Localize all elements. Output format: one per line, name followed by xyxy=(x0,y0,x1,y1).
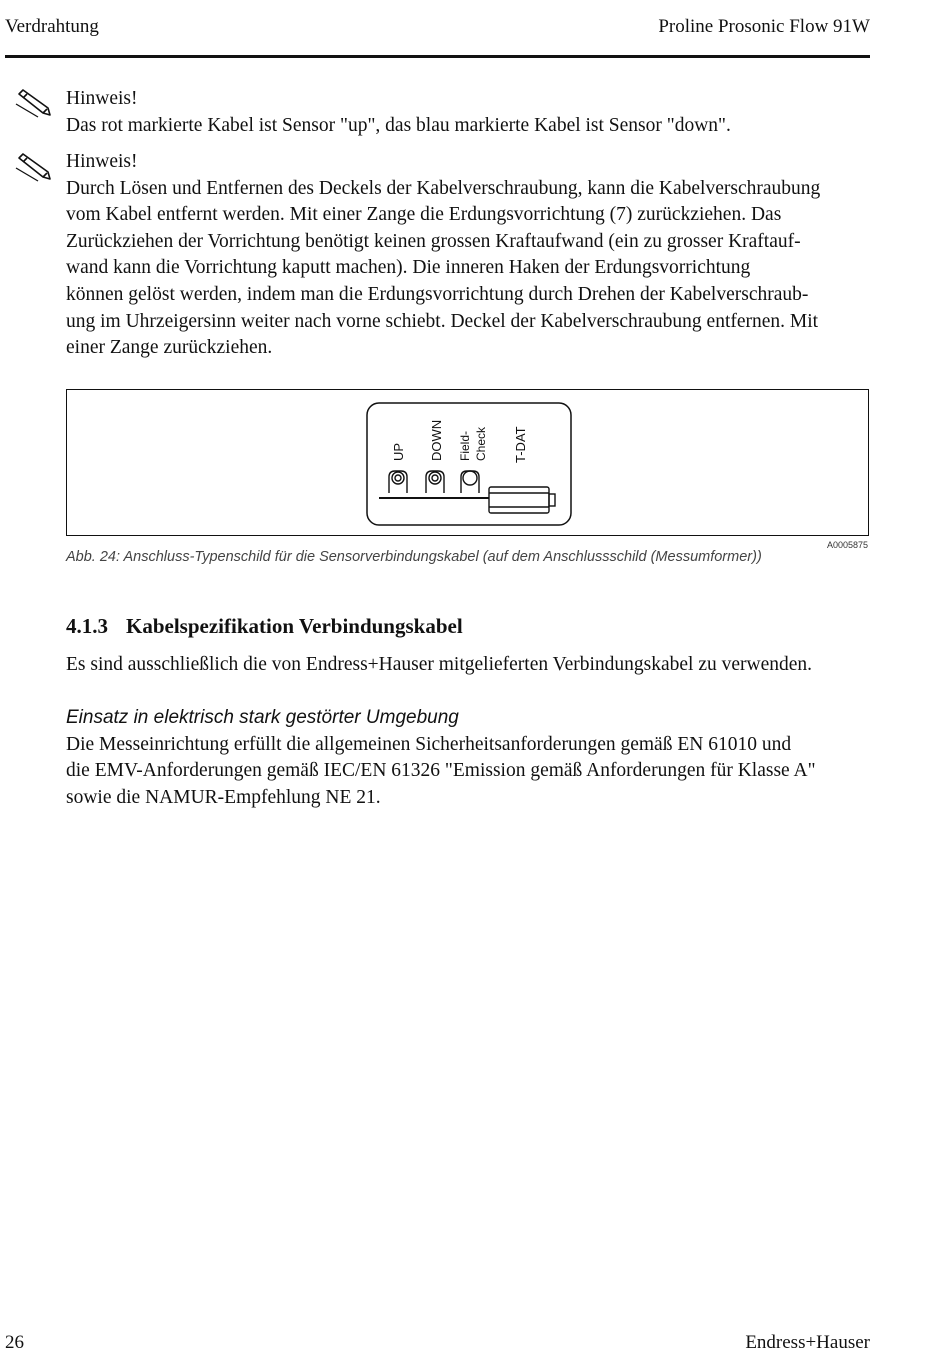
header-divider xyxy=(5,55,870,58)
socket-up xyxy=(389,471,407,493)
pencil-icon xyxy=(14,88,54,118)
note-line: vom Kabel entfernt werden. Mit einer Zange die Erdungsvorrichtung (7) zurückziehen. Das xyxy=(66,204,782,226)
note-line: ung im Uhrzeigersinn weiter nach vorne schiebt. Deckel der Kabelverschraubung entfernen. Mit xyxy=(66,310,819,332)
note-line: können gelöst werden, indem man die Erdungsvorrichtung durch Drehen der Kabelverschraub- xyxy=(66,283,809,305)
figure-code: A0005875 xyxy=(826,540,868,550)
label-up: UP xyxy=(391,442,406,461)
note-line: wand kann die Vorrichtung kaputt machen). Die inneren Haken der Erdungsvorrichtung xyxy=(66,257,751,279)
header-product-name: Proline Prosonic Flow 91W xyxy=(658,16,870,37)
header-section-title: Verdrahtung xyxy=(5,16,99,37)
pencil-icon xyxy=(14,152,54,182)
figure-caption: Abb. 24: Anschluss-Typenschild für die Sensorverbindungskabel (auf dem Anschlussschild (Messumformer)) xyxy=(66,549,762,565)
footer-brand: Endress+Hauser xyxy=(745,1332,870,1353)
label-check: Check xyxy=(474,426,488,461)
section-paragraph: Es sind ausschließlich die von Endress+Hauser mitgelieferten Verbindungskabel zu verwenden. xyxy=(66,654,813,675)
tdat-module xyxy=(489,487,555,513)
body-line: sowie die NAMUR-Empfehlung NE 21. xyxy=(66,786,381,808)
section-heading xyxy=(66,614,463,639)
label-down: DOWN xyxy=(429,419,444,461)
note-line: Durch Lösen und Entfernen des Deckels der Kabelverschraubung, kann die Kabelverschraubung xyxy=(66,177,821,199)
note-title: Hinweis! xyxy=(66,151,138,172)
label-field: Field- xyxy=(458,430,472,461)
label-tdat: T-DAT xyxy=(513,426,528,463)
section-title: Kabelspezifikation Verbindungskabel xyxy=(126,614,463,638)
socket-field-check xyxy=(461,471,479,493)
note-line: Zurückziehen der Vorrichtung benötigt keinen grossen Kraftaufwand (ein zu grosser Kraftauf- xyxy=(66,230,801,252)
section-subheading: Einsatz in elektrisch stark gestörter Umgebung xyxy=(66,707,459,728)
body-line: die EMV-Anforderungen gemäß IEC/EN 61326 "Emission gemäß Anforderungen für Klasse A" xyxy=(66,760,816,782)
section-number: 4.1.3 xyxy=(66,614,108,638)
connection-label-diagram xyxy=(365,401,575,527)
note-text: Das rot markierte Kabel ist Sensor "up", das blau markierte Kabel ist Sensor "down". xyxy=(66,114,731,136)
note-line: einer Zange zurückziehen. xyxy=(66,337,273,359)
body-line: Die Messeinrichtung erfüllt die allgemeinen Sicherheitsanforderungen gemäß EN 61010 und xyxy=(66,733,792,755)
page-number: 26 xyxy=(5,1332,24,1353)
note-title: Hinweis! xyxy=(66,88,138,109)
section-body xyxy=(66,705,881,811)
page-header xyxy=(5,16,870,42)
figure-frame xyxy=(66,389,869,536)
note-block xyxy=(66,86,876,139)
note-block xyxy=(66,149,876,362)
socket-down xyxy=(426,471,444,493)
